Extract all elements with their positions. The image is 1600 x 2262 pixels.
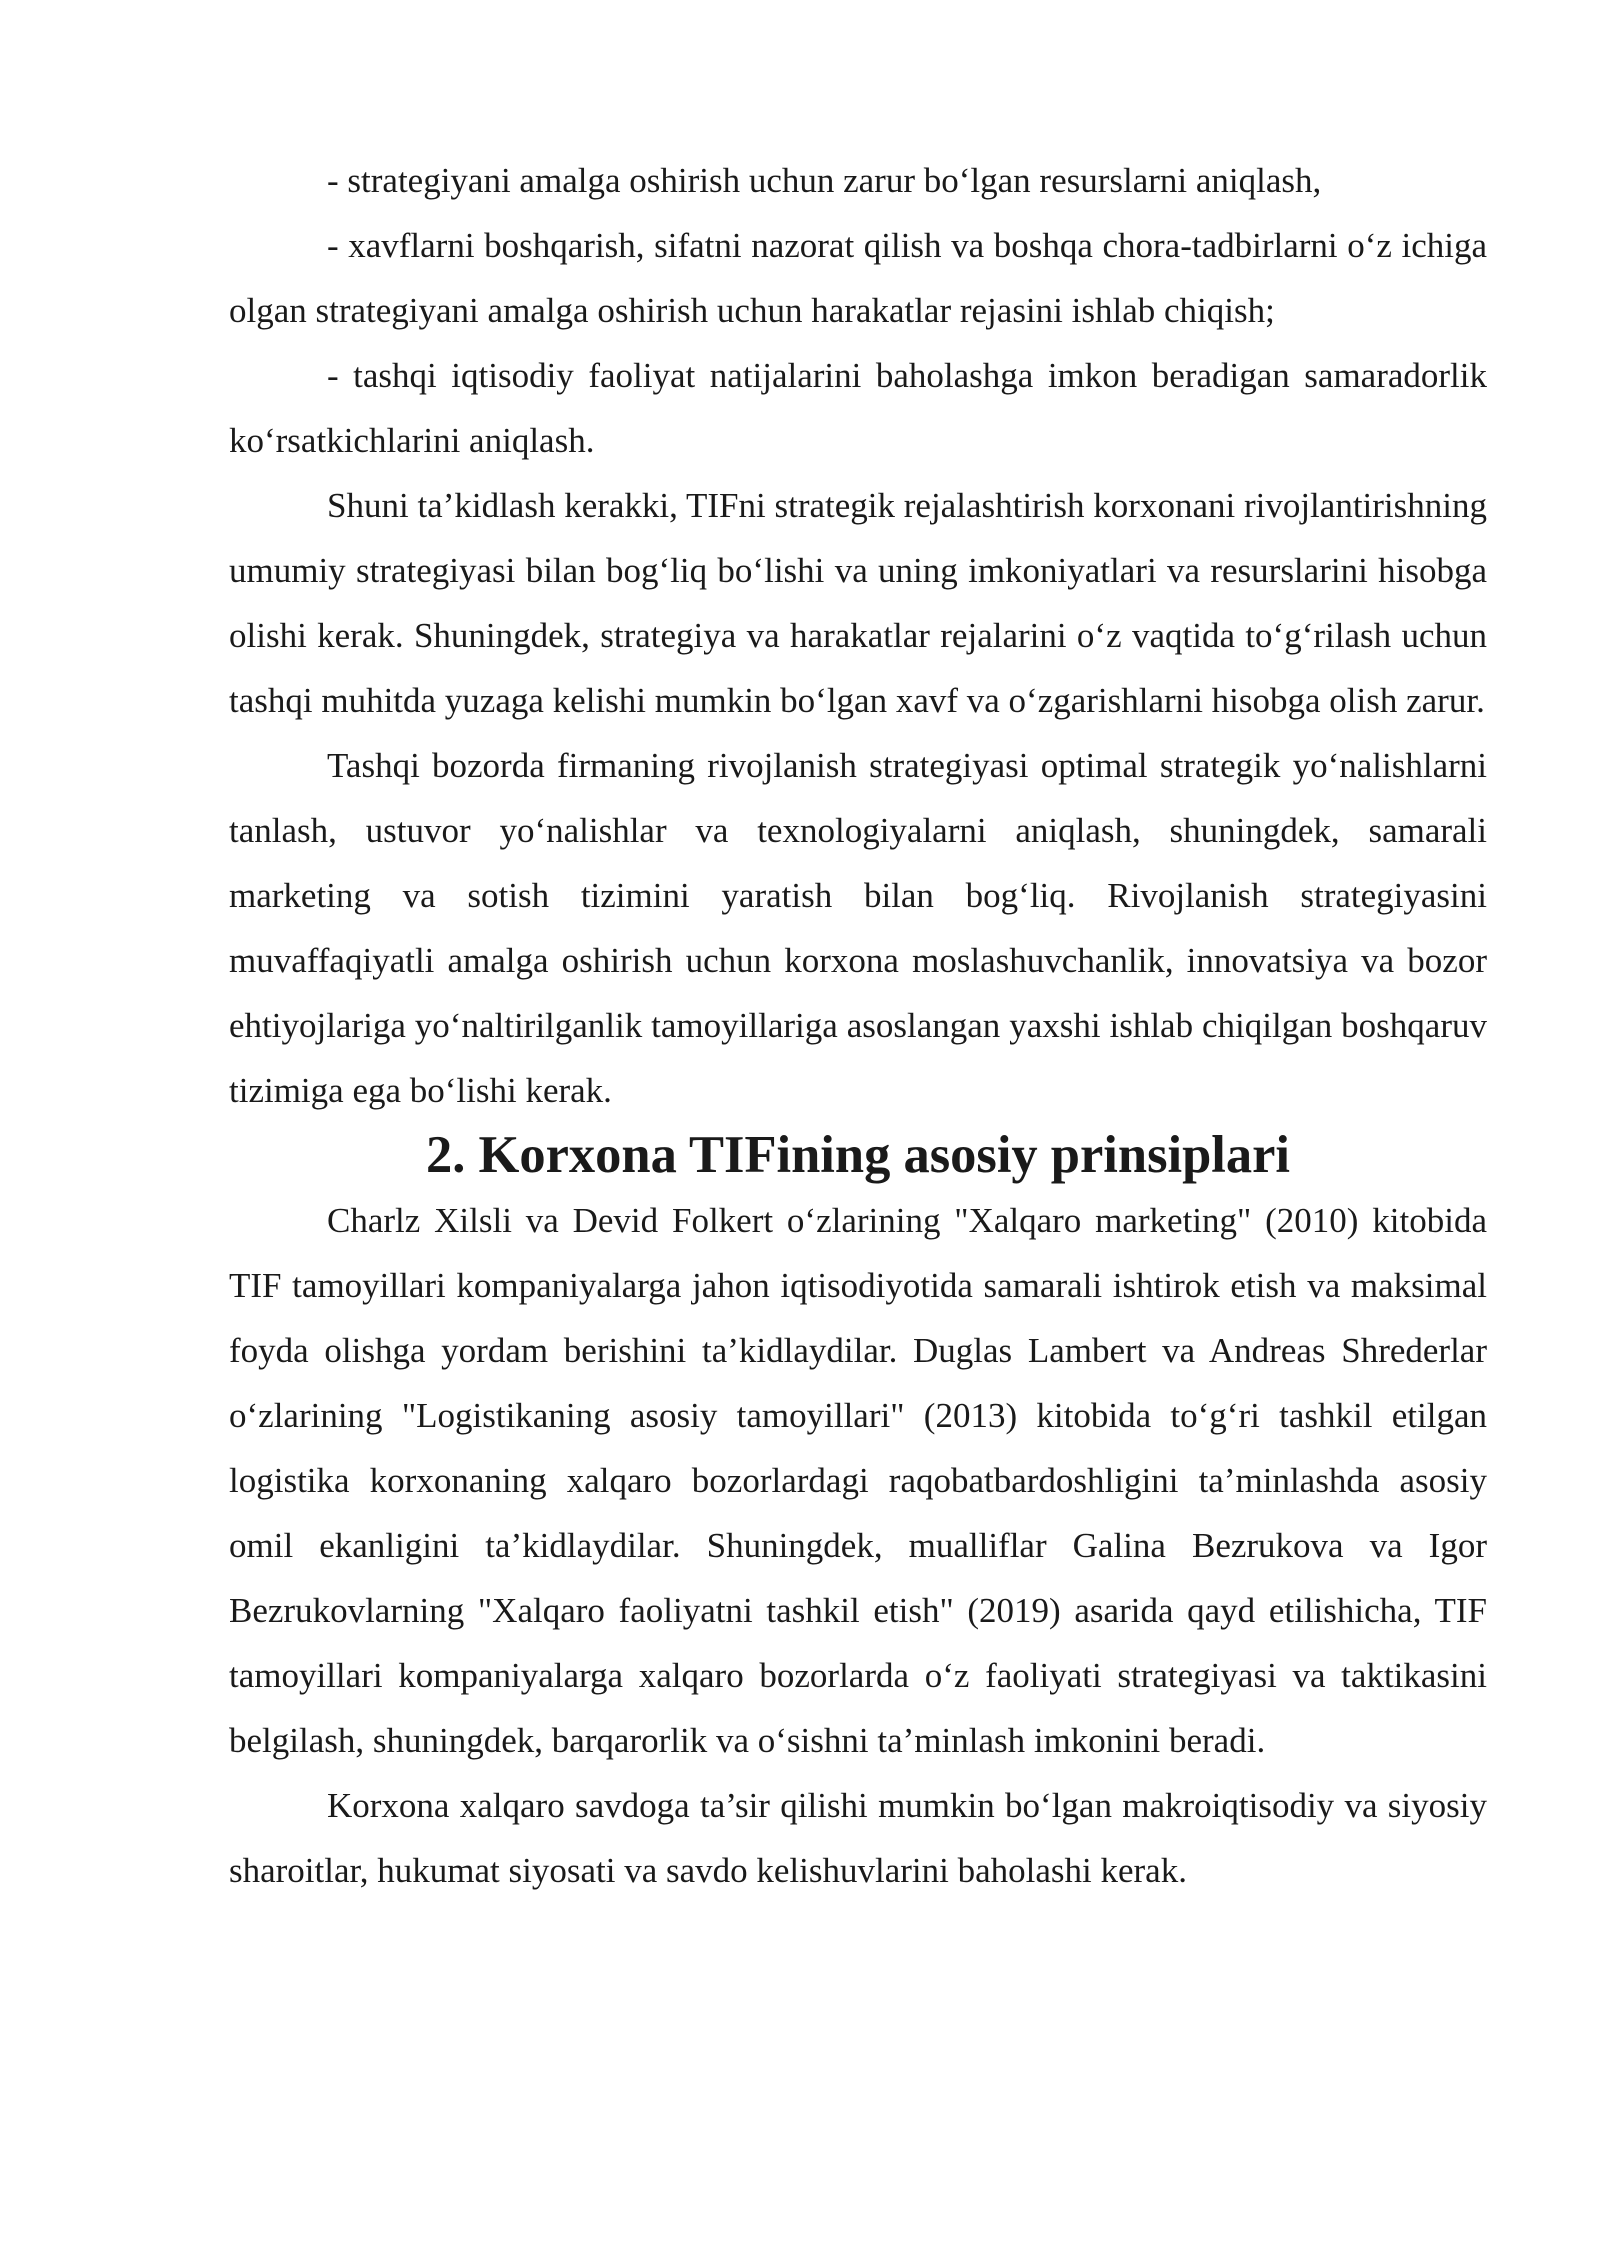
paragraph-strategic-planning: Shuni ta’kidlash kerakki, TIFni strategik rejalashtirish korxonani rivojlantirishning umumiy strategiyasi bilan bog‘liq bo‘lishi va uning imkoniyatlari va resurslarini hisobga olishi kerak. Shuningdek, strategiya va harakatlar rejalarini o‘z vaqtida to‘g‘rilash uchun tashqi muhitda yuzaga kelishi mumkin bo‘lgan xavf va o‘zgarishlarni hisobga olish zarur. <box>229 486 1487 720</box>
list-item-risk-management: - xavflarni boshqarish, sifatni nazorat qilish va boshqa chora-tadbirlarni o‘z ichiga olgan strategiyani amalga oshirish uchun harakatlar rejasini ishlab chiqish; <box>229 226 1487 330</box>
list-item-performance-indicators: - tashqi iqtisodiy faoliyat natijalarini baholashga imkon beradigan samaradorlik ko‘rsatkichlarini aniqlash. <box>229 356 1487 460</box>
section-heading: 2. Korxona TIFining asosiy prinsiplari <box>425 1126 1291 1184</box>
document-body <box>229 148 1487 1903</box>
paragraph-development-strategy: Tashqi bozorda firmaning rivojlanish strategiyasi optimal strategik yo‘nalishlarni tanlash, ustuvor yo‘nalishlar va texnologiyalarni aniqlash, shuningdek, samarali marketing va sotish tizimini yaratish bilan bog‘liq. Rivojlanish strategiyasini muvaffaqiyatli amalga oshirish uchun korxona moslashuvchanlik, innovatsiya va bozor ehtiyojlariga yo‘naltirilganlik tamoyillariga asoslangan yaxshi ishlab chiqilgan boshqaruv tizimiga ega bo‘lishi kerak. <box>229 746 1487 1110</box>
paragraph-literature-review: Charlz Xilsli va Devid Folkert o‘zlarining "Xalqaro marketing" (2010) kitobida TIF tamoyillari kompaniyalarga jahon iqtisodiyotida samarali ishtirok etish va maksimal foyda olishga yordam berishini ta’kidlaydilar. Duglas Lambert va Andreas Shrederlar o‘zlarining "Logistikaning asosiy tamoyillari" (2013) kitobida to‘g‘ri tashkil etilgan logistika korxonaning xalqaro bozorlardagi raqobatbardoshligini ta’minlashda asosiy omil ekanligini ta’kidlaydilar. Shuningdek, mualliflar Galina Bezrukova va Igor Bezrukovlarning "Xalqaro faoliyatni tashkil etish" (2019) asarida qayd etilishicha, TIF tamoyillari kompaniyalarga xalqaro bozorlarda o‘z faoliyati strategiyasi va taktikasini belgilash, shuningdek, barqarorlik va o‘sishni ta’minlash imkonini beradi. <box>229 1201 1487 1760</box>
list-item-resources: - strategiyani amalga oshirish uchun zarur bo‘lgan resurslarni aniqlash, <box>327 161 1322 200</box>
paragraph-macroeconomic-conditions: Korxona xalqaro savdoga ta’sir qilishi mumkin bo‘lgan makroiqtisodiy va siyosiy sharoitlar, hukumat siyosati va savdo kelishuvlarini baholashi kerak. <box>229 1786 1487 1890</box>
